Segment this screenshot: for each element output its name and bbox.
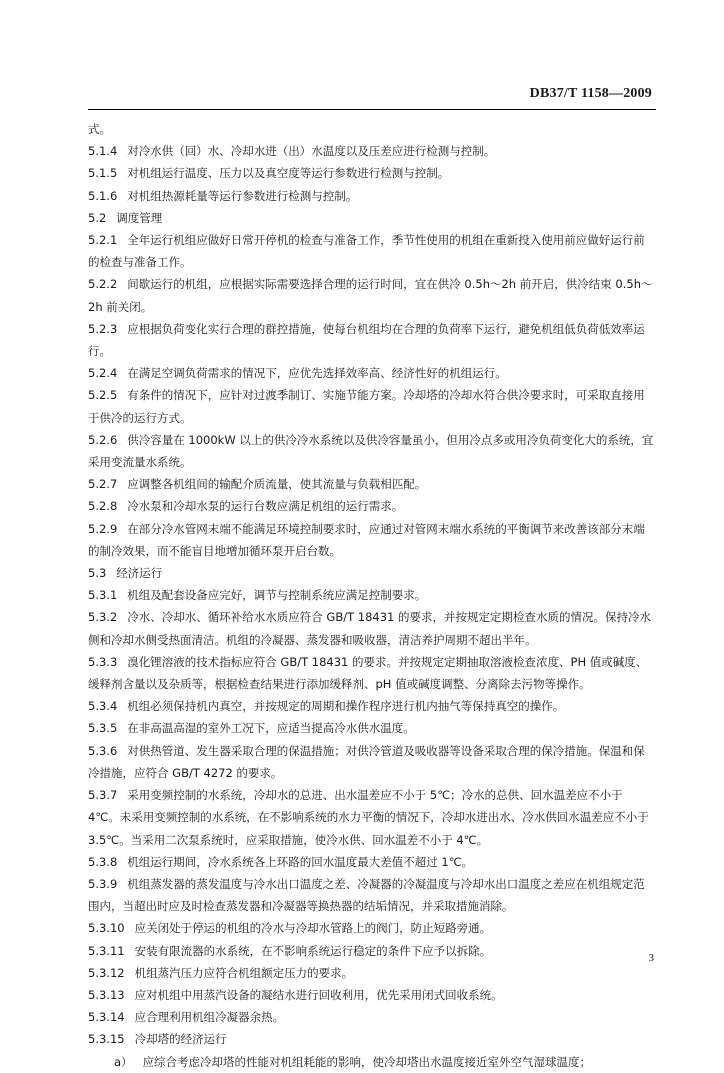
paragraph	[88, 229, 656, 273]
clause-text: 对供热管道、发生器采取合理的保温措施；对供冷管道及吸收器等设备采取合理的保冷措施。保温和保冷措施，应符合 GB/T 4272 的要求。	[88, 743, 645, 780]
document-body	[88, 118, 656, 1073]
paragraph	[88, 473, 656, 495]
paragraph	[88, 873, 656, 917]
paragraph	[88, 584, 656, 606]
paragraph	[88, 851, 656, 873]
document-code: DB37/T 1158—2009	[529, 86, 652, 101]
clause-text: 安装有限流器的水系统，在不影响系统运行稳定的条件下应予以拆除。	[134, 943, 492, 958]
paragraph	[88, 717, 656, 739]
clause-number: 5.2.4	[88, 366, 118, 381]
paragraph	[88, 273, 656, 317]
paragraph	[88, 740, 656, 784]
clause-text: 对机组热源耗量等运行参数进行检测与控制。	[127, 188, 358, 203]
clause-number: 5.3	[88, 566, 107, 581]
paragraph	[88, 518, 656, 562]
paragraph	[88, 606, 656, 650]
clause-text: 冷水、冷却水、循环补给水水质应符合 GB/T 18431 的要求，并按规定定期检查水质的情况。保持冷水侧和冷却水侧受热面清洁。机组的冷凝器、蒸发器和吸收器，清洁养护周期不超出半年。	[88, 610, 652, 647]
paragraph	[88, 362, 656, 384]
clause-text: 应根据负荷变化实行合理的群控措施，使每台机组均在合理的负荷率下运行，避免机组低负荷低效率运行。	[88, 321, 645, 359]
clause-text: 经济运行	[116, 566, 163, 581]
paragraph	[88, 562, 656, 584]
header-rule	[88, 109, 656, 110]
clause-number: 5.2.8	[88, 499, 118, 514]
paragraph	[88, 162, 656, 184]
paragraph	[88, 185, 656, 207]
page-number: 3	[648, 952, 654, 964]
paragraph	[88, 962, 656, 984]
clause-number: 5.2.9	[88, 521, 118, 536]
clause-number: 5.3.3	[88, 654, 118, 669]
clause-number: 5.2.7	[88, 477, 118, 492]
clause-text: 调度管理	[116, 210, 163, 225]
clause-number: 5.3.11	[88, 943, 125, 958]
clause-text: 对机组运行温度、压力以及真空度等运行参数进行检测与控制。	[127, 166, 450, 181]
clause-number: 5.3.12	[88, 965, 125, 980]
clause-number: 5.2.3	[88, 321, 118, 336]
clause-number: 5.3.5	[88, 721, 118, 736]
clause-text: 有条件的情况下，应针对过渡季制订、实施节能方案。冷却塔的冷却水符合供冷要求时，可采取直接用于供冷的运行方式。	[88, 388, 645, 425]
clause-text: 机组蒸汽压力应符合机组额定压力的要求。	[134, 965, 354, 980]
clause-text: 应对机组中用蒸汽设备的凝结水进行回收利用，优先采用闭式回收系统。	[134, 987, 503, 1002]
clause-number: 5.3.4	[88, 699, 118, 714]
clause-text: 应调整各机组间的输配介质流量，使其流量与负载相匹配。	[127, 477, 427, 492]
paragraph	[88, 207, 656, 229]
clause-number: 5.3.10	[88, 921, 125, 936]
clause-number: 5.1.6	[88, 188, 118, 203]
paragraph	[88, 984, 656, 1006]
clause-number: 5.3.13	[88, 987, 125, 1002]
paragraph	[88, 318, 656, 362]
clause-text: 采用变频控制的水系统，冷却水的总进、出水温差应不小于 5℃；冷水的总供、回水温差应不小于 4℃。未采用变频控制的水系统，在不影响系统的水力平衡的情况下，冷却水进出水、冷水供回水温差应不小于 3.5℃。当采用二次泵系统时，应采取措施，使冷水供、回水温差不小于 4℃。	[88, 788, 649, 847]
clause-number: 5.3.1	[88, 588, 118, 603]
clause-text: 在部分冷水管网末端不能满足环境控制要求时，应通过对管网末端水系统的平衡调节来改善该部分末端的制冷效果，而不能盲目地增加循环泵开启台数。	[88, 521, 645, 558]
clause-text: 应综合考虑冷却塔的性能对机组耗能的影响，使冷却塔出水温度接近室外空气湿球温度；	[142, 1054, 592, 1069]
clause-text: 间歇运行的机组，应根据实际需要选择合理的运行时间，宜在供冷 0.5h～2h 前开启，供冷结束 0.5h～2h 前关闭。	[88, 277, 653, 314]
paragraph	[88, 384, 656, 428]
paragraph	[88, 917, 656, 939]
paragraph	[88, 940, 656, 962]
paragraph	[88, 140, 656, 162]
clause-number: 5.3.8	[88, 854, 118, 869]
clause-number: 5.3.2	[88, 610, 118, 625]
clause-text: 溴化锂溶液的技术指标应符合 GB/T 18431 的要求。并按规定定期抽取溶液检查浓度、PH 值或碱度、缓释剂含量以及杂质等，根据检查结果进行添加缓释剂、pH 值或碱度调整、分离除去污物等操作。	[88, 654, 648, 692]
clause-text: 机组运行期间，冷水系统各上环路的回水温度最大差值不超过 1℃。	[127, 854, 474, 869]
clause-text: 机组蒸发器的蒸发温度与冷水出口温度之差、冷凝器的冷凝温度与冷却水出口温度之差应在机组规定范围内，当超出时应及时检查蒸发器和冷凝器等换热器的结垢情况，并采取措施消除。	[88, 876, 645, 914]
paragraph	[88, 1028, 656, 1050]
clause-text: 机组及配套设备应完好，调节与控制系统应满足控制要求。	[127, 588, 427, 603]
clause-number: 5.2.5	[88, 388, 118, 403]
paragraph	[88, 1051, 656, 1073]
clause-text: 在非高温高湿的室外工况下，应适当提高冷水供水温度。	[127, 721, 415, 736]
clause-text: 机组必须保持机内真空，并按规定的周期和操作程序进行机内抽气等保持真空的操作。	[127, 699, 565, 714]
clause-number: 5.3.14	[88, 1010, 125, 1025]
clause-number: 5.2.6	[88, 432, 118, 447]
clause-text: 冷水泵和冷却水泵的运行台数应满足机组的运行需求。	[127, 499, 404, 514]
clause-number: 5.3.6	[88, 743, 118, 758]
clause-number: 5.3.9	[88, 876, 118, 891]
clause-text: 应合理利用机组冷凝器余热。	[134, 1010, 285, 1025]
clause-number: 5.1.5	[88, 166, 118, 181]
clause-number: 5.2.2	[88, 277, 118, 292]
clause-number: 5.3.15	[88, 1032, 125, 1047]
clause-text: 式。	[88, 122, 111, 136]
paragraph	[88, 695, 656, 717]
clause-text: 对冷水供（回）水、冷却水进（出）水温度以及压差应进行检测与控制。	[127, 144, 496, 159]
clause-number: a）	[114, 1054, 133, 1069]
clause-number: 5.2.1	[88, 233, 118, 248]
clause-text: 应关闭处于停运的机组的冷水与冷却水管路上的阀门，防止短路旁通。	[134, 921, 492, 936]
clause-text: 全年运行机组应做好日常开停机的检查与准备工作，季节性使用的机组在重新投入使用前应做好运行前的检查与准备工作。	[88, 233, 645, 270]
clause-text: 冷却塔的经济运行	[134, 1032, 227, 1047]
clause-text: 在满足空调负荷需求的情况下，应优先选择效率高、经济性好的机组运行。	[127, 366, 507, 381]
paragraph	[88, 495, 656, 517]
paragraph	[88, 651, 656, 695]
paragraph	[88, 429, 656, 473]
clause-text: 供冷容量在 1000kW 以上的供冷冷水系统以及供冷容量虽小，但用冷点多或用冷负荷变化大的系统，宜采用变流量水系统。	[88, 432, 654, 470]
clause-number: 5.3.7	[88, 788, 118, 803]
paragraph	[88, 118, 656, 140]
paragraph	[88, 784, 656, 851]
paragraph	[88, 1006, 656, 1028]
clause-number: 5.1.4	[88, 144, 118, 159]
clause-number: 5.2	[88, 210, 107, 225]
